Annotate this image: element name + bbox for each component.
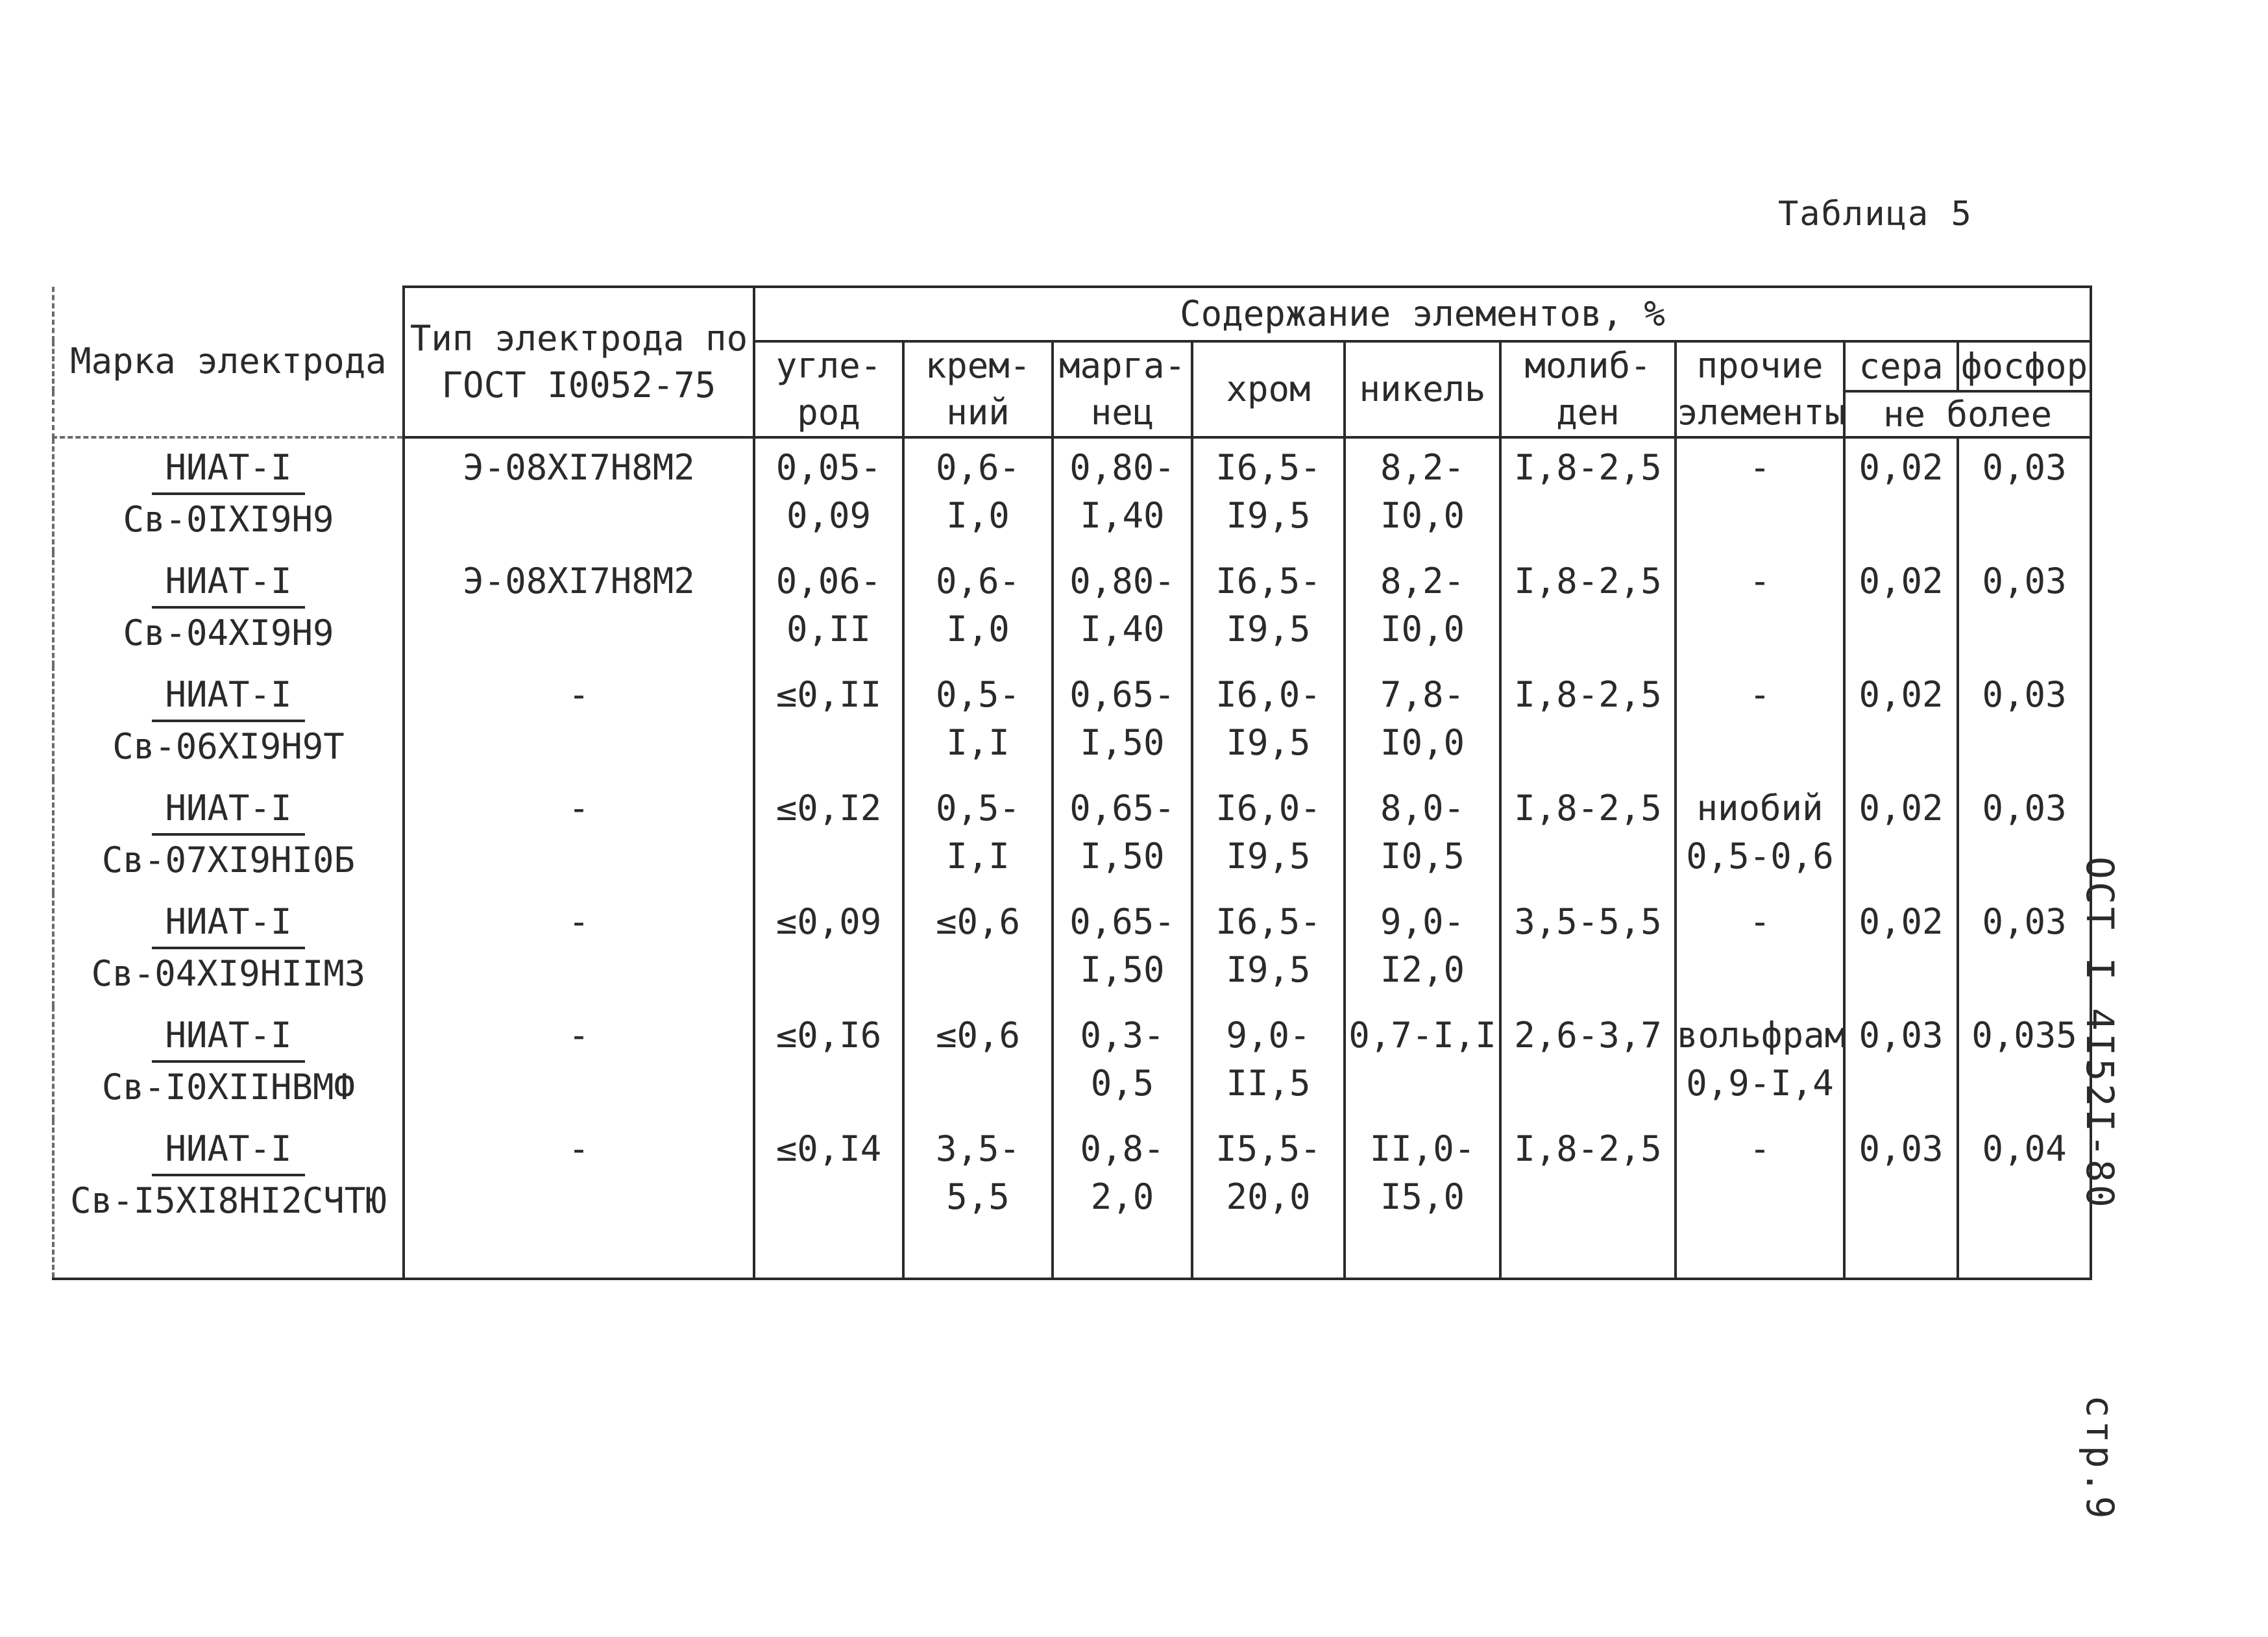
- molybdenum-cell: 3,5-5,5: [1500, 893, 1676, 1006]
- sulfur-cell: 0,03: [1844, 1120, 1958, 1279]
- silicon-cell: 0,5-I,I: [903, 666, 1053, 779]
- manganese-cell: 0,80- I,40: [1053, 437, 1192, 552]
- other-cell: -: [1676, 893, 1844, 1006]
- brand-top: НИАТ-I: [152, 558, 304, 609]
- brand-top: НИАТ-I: [152, 1126, 304, 1176]
- chromium-cell: I6,5- I9,5: [1192, 437, 1345, 552]
- carbon-cell: 0,05- 0,09: [754, 437, 903, 552]
- table-caption: Таблица 5: [1778, 195, 1973, 234]
- sulfur-cell: 0,03: [1844, 1006, 1958, 1120]
- header-electrode-type: Тип электрода по ГОСТ I0052-75: [404, 287, 754, 437]
- phosphorus-cell: 0,03: [1958, 893, 2091, 1006]
- molybdenum-cell: 2,6-3,7: [1500, 1006, 1676, 1120]
- header-nickel: никель: [1345, 341, 1500, 437]
- molybdenum-cell: I,8-2,5: [1500, 1120, 1676, 1279]
- header-not-more-than: не более: [1844, 391, 2091, 437]
- header-silicon: крем- ний: [903, 341, 1053, 437]
- header-carbon: угле- род: [754, 341, 903, 437]
- table-body: [53, 437, 2091, 1279]
- brand-cell: [53, 1006, 404, 1120]
- other-cell: -: [1676, 437, 1844, 552]
- other-cell: -: [1676, 552, 1844, 666]
- header-molybdenum: молиб- ден: [1500, 341, 1676, 437]
- document-code: ОСТ I 4I52I-80: [2078, 856, 2122, 1210]
- carbon-cell: ≤0,I2: [754, 779, 903, 893]
- brand-bottom: Св-07ХI9НI0Б: [101, 840, 356, 880]
- carbon-cell: ≤0,II: [754, 666, 903, 779]
- type-cell: Э-08ХI7Н8М2: [404, 552, 754, 666]
- manganese-cell: 0,65- I,50: [1053, 666, 1192, 779]
- chromium-cell: 9,0- II,5: [1192, 1006, 1345, 1120]
- other-cell: ниобий 0,5-0,6: [1676, 779, 1844, 893]
- type-cell: -: [404, 1120, 754, 1279]
- brand-bottom: Св-06ХI9Н9Т: [112, 726, 345, 767]
- carbon-cell: ≤0,I4: [754, 1120, 903, 1279]
- phosphorus-cell: 0,03: [1958, 779, 2091, 893]
- nickel-cell: 8,0- I0,5: [1345, 779, 1500, 893]
- sulfur-cell: 0,02: [1844, 666, 1958, 779]
- phosphorus-cell: 0,035: [1958, 1006, 2091, 1120]
- sulfur-cell: 0,02: [1844, 779, 1958, 893]
- header-other-elements: прочие элементы: [1676, 341, 1844, 437]
- manganese-cell: 0,80- I,40: [1053, 552, 1192, 666]
- nickel-cell: 9,0- I2,0: [1345, 893, 1500, 1006]
- molybdenum-cell: I,8-2,5: [1500, 552, 1676, 666]
- table-row: [53, 552, 2091, 666]
- carbon-cell: ≤0,I6: [754, 1006, 903, 1120]
- chromium-cell: I6,0- I9,5: [1192, 666, 1345, 779]
- brand-cell: [53, 1120, 404, 1279]
- phosphorus-cell: 0,03: [1958, 437, 2091, 552]
- table-row: [53, 779, 2091, 893]
- manganese-cell: 0,65- I,50: [1053, 893, 1192, 1006]
- brand-bottom: Св-I0ХIIНВМФ: [101, 1067, 356, 1108]
- brand-bottom: Св-04ХI9Н9: [123, 612, 334, 653]
- manganese-cell: 0,65- I,50: [1053, 779, 1192, 893]
- nickel-cell: 7,8- I0,0: [1345, 666, 1500, 779]
- chromium-cell: I6,5- I9,5: [1192, 893, 1345, 1006]
- manganese-cell: 0,3-0,5: [1053, 1006, 1192, 1120]
- header-element-content: Содержание элементов, %: [754, 287, 2091, 341]
- type-cell: Э-08ХI7Н8М2: [404, 437, 754, 552]
- molybdenum-cell: I,8-2,5: [1500, 779, 1676, 893]
- brand-top: НИАТ-I: [152, 444, 304, 495]
- brand-cell: [53, 779, 404, 893]
- silicon-cell: 0,5-I,I: [903, 779, 1053, 893]
- sulfur-cell: 0,02: [1844, 552, 1958, 666]
- table-row: [53, 1006, 2091, 1120]
- type-cell: -: [404, 779, 754, 893]
- composition-table-wrapper: [52, 285, 2090, 1280]
- table-row: [53, 1120, 2091, 1279]
- molybdenum-cell: I,8-2,5: [1500, 666, 1676, 779]
- brand-top: НИАТ-I: [152, 899, 304, 949]
- other-cell: вольфрам 0,9-I,4: [1676, 1006, 1844, 1120]
- phosphorus-cell: 0,04: [1958, 1120, 2091, 1279]
- manganese-cell: 0,8- 2,0: [1053, 1120, 1192, 1279]
- silicon-cell: ≤0,6: [903, 893, 1053, 1006]
- chromium-cell: I6,5- I9,5: [1192, 552, 1345, 666]
- table-row: [53, 893, 2091, 1006]
- brand-cell: [53, 666, 404, 779]
- silicon-cell: ≤0,6: [903, 1006, 1053, 1120]
- nickel-cell: 8,2- I0,0: [1345, 552, 1500, 666]
- table-row: [53, 666, 2091, 779]
- brand-top: НИАТ-I: [152, 785, 304, 836]
- page-number: стр.9: [2078, 1395, 2122, 1522]
- carbon-cell: 0,06- 0,II: [754, 552, 903, 666]
- sulfur-cell: 0,02: [1844, 437, 1958, 552]
- phosphorus-cell: 0,03: [1958, 666, 2091, 779]
- silicon-cell: 3,5-5,5: [903, 1120, 1053, 1279]
- carbon-cell: ≤0,09: [754, 893, 903, 1006]
- brand-bottom: Св-04ХI9НIIМ3: [91, 953, 366, 994]
- brand-top: НИАТ-I: [152, 672, 304, 722]
- type-cell: -: [404, 666, 754, 779]
- header-brand: Марка электрода: [53, 287, 404, 437]
- electrode-composition-table: [52, 285, 2092, 1280]
- header-sulfur: сера: [1844, 341, 1958, 391]
- type-cell: -: [404, 1006, 754, 1120]
- brand-bottom: Св-I5ХI8НI2СЧТЮ: [70, 1180, 387, 1221]
- nickel-cell: 8,2- I0,0: [1345, 437, 1500, 552]
- table-header: [53, 287, 2091, 437]
- brand-top: НИАТ-I: [152, 1012, 304, 1063]
- chromium-cell: I6,0- I9,5: [1192, 779, 1345, 893]
- other-cell: -: [1676, 666, 1844, 779]
- sulfur-cell: 0,02: [1844, 893, 1958, 1006]
- molybdenum-cell: I,8-2,5: [1500, 437, 1676, 552]
- brand-bottom: Св-0IХI9Н9: [123, 499, 334, 540]
- type-cell: -: [404, 893, 754, 1006]
- header-manganese: марга- нец: [1053, 341, 1192, 437]
- header-chromium: хром: [1192, 341, 1345, 437]
- silicon-cell: 0,6-I,0: [903, 437, 1053, 552]
- phosphorus-cell: 0,03: [1958, 552, 2091, 666]
- nickel-cell: II,0- I5,0: [1345, 1120, 1500, 1279]
- other-cell: -: [1676, 1120, 1844, 1279]
- brand-cell: [53, 437, 404, 552]
- nickel-cell: 0,7-I,I: [1345, 1006, 1500, 1120]
- brand-cell: [53, 893, 404, 1006]
- chromium-cell: I5,5- 20,0: [1192, 1120, 1345, 1279]
- header-phosphorus: фосфор: [1958, 341, 2091, 391]
- silicon-cell: 0,6-I,0: [903, 552, 1053, 666]
- brand-cell: [53, 552, 404, 666]
- table-row: [53, 437, 2091, 552]
